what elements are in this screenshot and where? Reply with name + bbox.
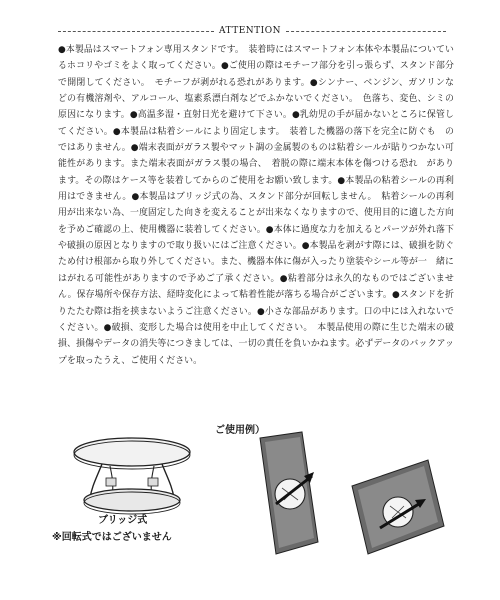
attention-title: ATTENTION xyxy=(219,26,281,36)
bridge-type-label: ブリッジ式 xyxy=(98,515,148,526)
header-dashed-rule-left xyxy=(58,31,214,32)
phone-back-horizontal xyxy=(352,460,444,554)
usage-example-label: ご使用例） xyxy=(215,425,265,436)
header-dashed-rule-right xyxy=(286,31,446,32)
stand-hinge-right xyxy=(148,478,158,486)
stand-hinge-left xyxy=(106,478,116,486)
not-rotating-note: ※回転式ではございません xyxy=(52,532,172,543)
attention-header xyxy=(40,24,460,38)
phone-back-vertical xyxy=(260,432,318,554)
bridge-stand-illustration xyxy=(52,424,212,574)
caution-text xyxy=(58,42,463,369)
usage-example-illustration xyxy=(232,430,452,570)
stand-top-disc xyxy=(74,438,190,466)
caution-paragraph: ●本製品はスマートフォン専用スタンドです。 装着時にはスマートフォン本体や本製品についているホコリやゴミをよく取ってください。●ご使用の際はモチーフ部分を引っ張らず、スタンド部分で開閉してください。 モチーフが剥がれる恐れがあります。●シンナー、ベンジン、ガソリンな どの有機溶剤や、アルコール、塩素系漂白剤などでふかないでください。 色落ち、変色、シミの 原因になります。●高温多湿・直射日光を避けて下さい。●乳幼児の手が届かないところに保管してください。●本製品は粘着シールにより固定します。 装着した機器の落下を完全に防ぐも のではありません。●端末表面がガラス製やマット調の金属製のものは粘着シールが貼りつかない可能性があります。また端末表面がガラス製の場合、 着脱の際に端末本体を傷つける恐れ があります。その際はケース等を装着してからのご使用をお願い致します。●本製品の粘着シールの再利用はできません。●本製品はブリッジ式の為、スタンド部分が回転しません。 粘着シールの再利用が出来ない為、一度固定した向きを変えることが出来なくなりますので、使用目的に適した方向を予めご確認の上、使用機器に装着してください。●本体に過度な力を加えるとパーツが外れ落下 や破損の原因となりますので取り扱いにはご注意ください。●本製品を剥がす際には、破損を防ぐため付け根部から取り外してください。また、機器本体に傷が入ったり塗装やシール等が一 緒にはがれる可能性がありますので予めご了承ください。●粘着部分は永久的なものではございません。保存場所や保存方法、経時変化によって粘着性能が落ちる場合がございます。●スタンドを折りたたむ際は指を挟まないようご注意ください。●小さな部品があります。口の中には入れないでください。●破損、変形した場合は使用を中止してください。 本製品使用の際に生じた端末の破損、損傷やデータの消失等につきましては、一切の責任を負いかねます。必ずデータのバックアップを取ったうえ、ご使用ください。 xyxy=(58,45,463,366)
